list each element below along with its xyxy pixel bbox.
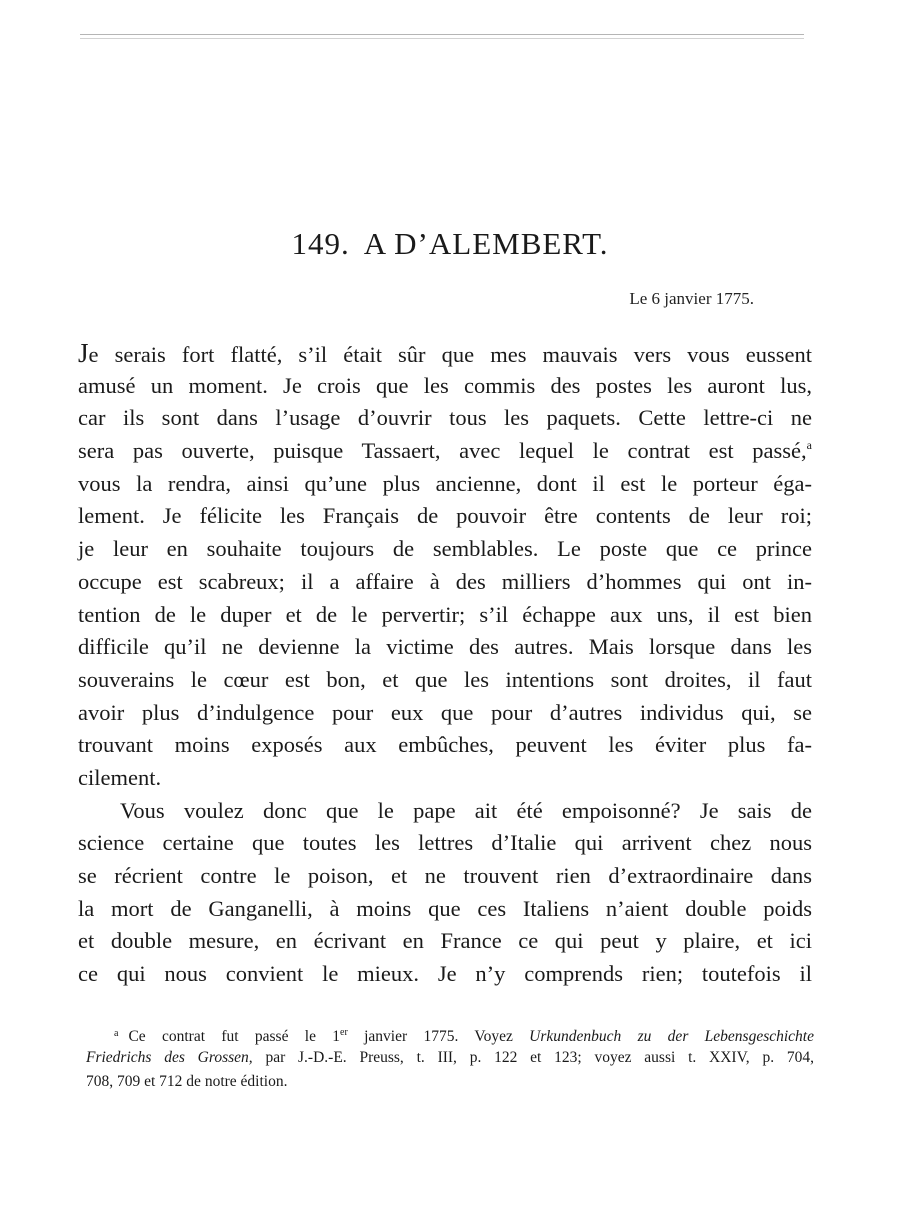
text-line: je leur en souhaite toujours de semblables. Le poste que ce prince	[78, 536, 812, 562]
footnote-book-title: Urkundenbuch zu der Lebensgeschichte	[529, 1028, 814, 1045]
footnote-text: janvier 1775. Voyez	[347, 1028, 530, 1045]
letter-heading	[0, 226, 900, 262]
footnote-line	[86, 1022, 814, 1046]
text-line: cilement.	[78, 764, 162, 790]
footnote-line: 708, 709 et 712 de notre édition.	[86, 1073, 288, 1090]
top-rule	[80, 34, 804, 35]
text-line: souverains le cœur est bon, et que les intentions sont droites, il faut	[78, 666, 812, 692]
text-line: trouvant moins exposés aux embûches, peuvent les éviter plus fa-	[78, 732, 812, 758]
letter-title: A D’ALEMBERT.	[363, 226, 609, 261]
footnote-mark: a	[114, 1028, 119, 1039]
text-line: tention de le duper et de le pervertir; s’il échappe aux uns, il est bien	[78, 601, 812, 627]
text-line-content: sera pas ouverte, puisque Tassaert, avec lequel le contrat est passé,	[78, 438, 807, 464]
text-line	[78, 337, 812, 370]
footnote	[86, 1022, 814, 1094]
text-line: difficile qu’il ne devienne la victime des autres. Mais lorsque dans les	[78, 634, 812, 660]
letter-body	[78, 337, 812, 991]
text-line: la mort de Ganganelli, à moins que ces Italiens n’aient double poids	[78, 895, 812, 921]
text-line: amusé un moment. Je crois que les commis des postes les auront lus,	[78, 372, 812, 398]
dateline: Le 6 janvier 1775.	[629, 289, 754, 308]
text-line: car ils sont dans l’usage d’ouvrir tous les paquets. Cette lettre-ci ne	[78, 405, 812, 431]
text-line: avoir plus d’indulgence pour eux que pour d’autres individus qui, se	[78, 699, 812, 725]
text-line: science certaine que toutes les lettres d’Italie qui arrivent chez nous	[78, 830, 812, 856]
footnote-text: par J.-D.-E. Preuss, t. III, p. 122 et 123; voyez aussi t. XXIV, p. 704,	[252, 1049, 814, 1066]
text-line	[78, 435, 812, 468]
footnote-text: Ce contrat fut passé le 1	[128, 1028, 341, 1045]
text-line: se récrient contre le poison, et ne trouvent rien d’extraordinaire dans	[78, 863, 812, 888]
text-line: lement. Je félicite les Français de pouvoir être contents de leur roi;	[78, 503, 812, 529]
footnote-reference[interactable]: a	[806, 438, 812, 453]
text-line-content: e serais fort flatté, s’il était sûr que mes mauvais vers vous eussent	[88, 342, 812, 367]
footnote-book-title: Friedrichs des Grossen,	[86, 1049, 253, 1066]
footnote-line	[86, 1046, 814, 1070]
text-line: vous la rendra, ainsi qu’une plus ancienne, dont il est le porteur éga-	[78, 470, 812, 496]
top-rule-secondary	[80, 38, 804, 39]
text-line: occupe est scabreux; il a affaire à des milliers d’hommes qui ont in-	[78, 568, 812, 594]
letter-number: 149.	[291, 226, 350, 261]
footnote-superscript: er	[340, 1027, 348, 1038]
text-line: et double mesure, en écrivant en France ce qui peut y plaire, et ici	[78, 928, 812, 954]
text-line: Vous voulez donc que le pape ait été empoisonné? Je sais de	[120, 797, 812, 823]
text-line: ce qui nous convient le mieux. Je n’y comprends rien; toutefois il	[78, 961, 812, 987]
drop-cap: J	[78, 338, 89, 368]
